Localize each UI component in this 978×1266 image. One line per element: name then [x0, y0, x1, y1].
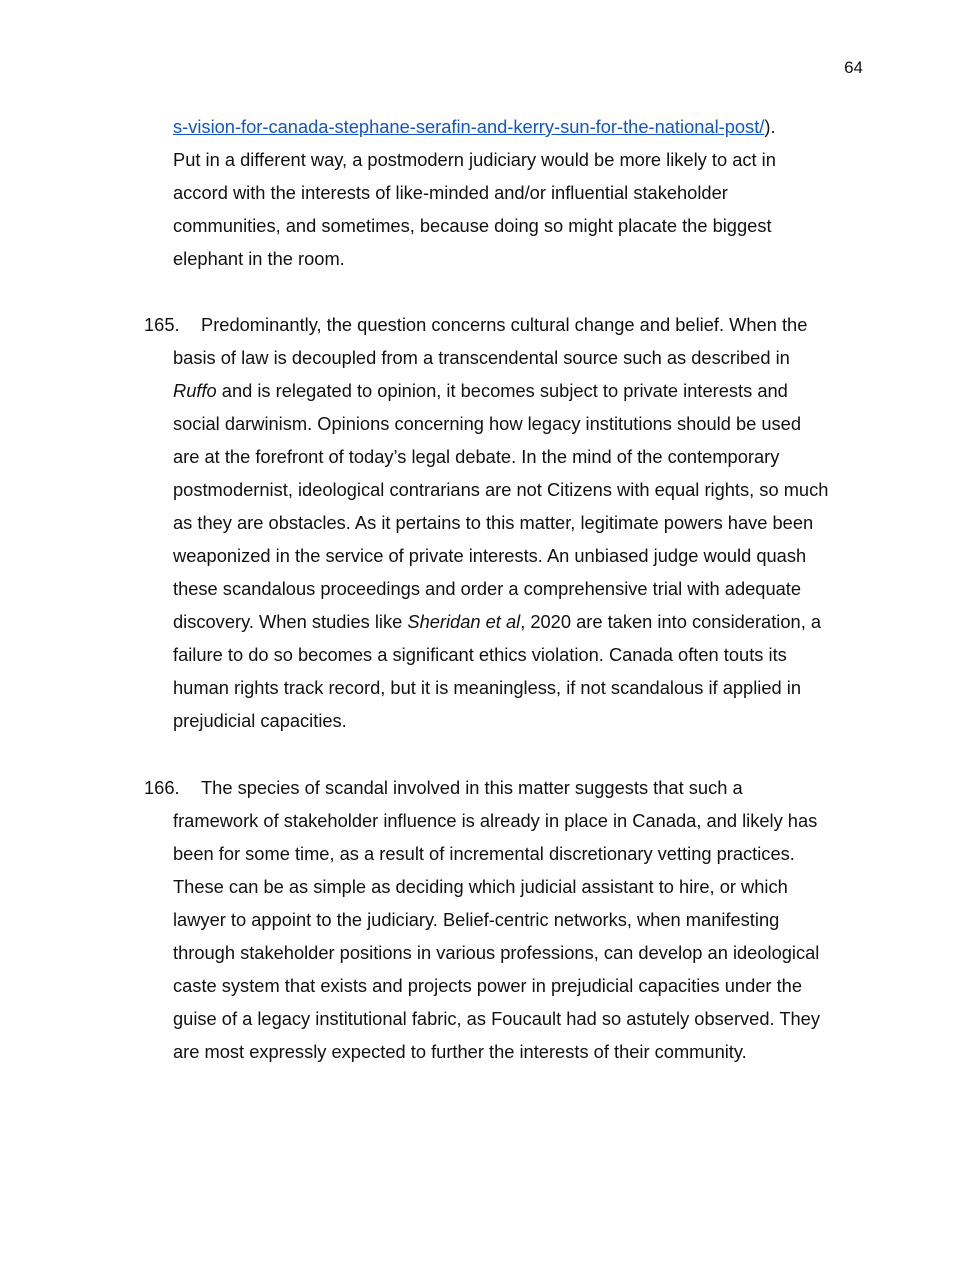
paragraph-165-line: [173, 611, 821, 633]
paragraph-165-line: [173, 380, 788, 402]
paragraph-166-line: [144, 777, 743, 799]
paragraph-165-line: human rights track record, but it is meaningless, if not scandalous if applied in: [173, 677, 801, 698]
case-citation: Ruffo: [173, 380, 217, 401]
paragraph-text: Predominantly, the question concerns cultural change and belief. When the: [201, 314, 808, 335]
link-suffix: ).: [764, 116, 776, 137]
paragraph-166-line: are most expressly expected to further the interests of their community.: [173, 1041, 747, 1062]
paragraph-166-line: through stakeholder positions in various professions, can develop an ideological: [173, 942, 820, 963]
intro-line-link: [173, 116, 776, 138]
paragraph-165-line: are at the forefront of today’s legal debate. In the mind of the contemporary: [173, 446, 780, 467]
paragraph-165-line: these scandalous proceedings and order a comprehensive trial with adequate: [173, 578, 802, 599]
paragraph-text: , 2020 are taken into consideration, a: [520, 611, 822, 632]
paragraph-165-line: prejudicial capacities.: [173, 710, 347, 731]
paragraph-166-line: These can be as simple as deciding which judicial assistant to hire, or which: [173, 876, 788, 897]
paragraph-text: discovery. When studies like: [173, 611, 408, 632]
paragraph-166-line: lawyer to appoint to the judiciary. Belief-centric networks, when manifesting: [173, 909, 780, 930]
paragraph-166-line: guise of a legacy institutional fabric, as Foucault had so astutely observed. They: [173, 1008, 820, 1029]
intro-line: Put in a different way, a postmodern judiciary would be more likely to act in: [173, 149, 776, 170]
paragraph-165-line: as they are obstacles. As it pertains to this matter, legitimate powers have been: [173, 512, 814, 533]
url-link[interactable]: s-vision-for-canada-stephane-serafin-and-kerry-sun-for-the-national-post/: [173, 116, 765, 137]
intro-line: elephant in the room.: [173, 248, 345, 269]
paragraph-165-line: weaponized in the service of private interests. An unbiased judge would quash: [173, 545, 807, 566]
page-number: 64: [844, 58, 863, 77]
paragraph-text: The species of scandal involved in this matter suggests that such a: [201, 777, 743, 798]
intro-line: accord with the interests of like-minded and/or influential stakeholder: [173, 182, 728, 203]
paragraph-text: and is relegated to opinion, it becomes subject to private interests and: [216, 380, 788, 401]
study-citation: Sheridan et al: [407, 611, 521, 632]
paragraph-number: 165.: [144, 314, 180, 335]
paragraph-number: 166.: [144, 777, 180, 798]
paragraph-166-line: framework of stakeholder influence is already in place in Canada, and likely has: [173, 810, 818, 831]
intro-line: communities, and sometimes, because doing so might placate the biggest: [173, 215, 772, 236]
paragraph-165-line: failure to do so becomes a significant ethics violation. Canada often touts its: [173, 644, 787, 665]
paragraph-165-line: [144, 314, 807, 336]
paragraph-166-line: been for some time, as a result of incremental discretionary vetting practices.: [173, 843, 795, 864]
paragraph-166-line: caste system that exists and projects power in prejudicial capacities under the: [173, 975, 802, 996]
paragraph-165-line: basis of law is decoupled from a transcendental source such as described in: [173, 347, 790, 368]
paragraph-165-line: social darwinism. Opinions concerning how legacy institutions should be used: [173, 413, 801, 434]
paragraph-165-line: postmodernist, ideological contrarians are not Citizens with equal rights, so much: [173, 479, 829, 500]
